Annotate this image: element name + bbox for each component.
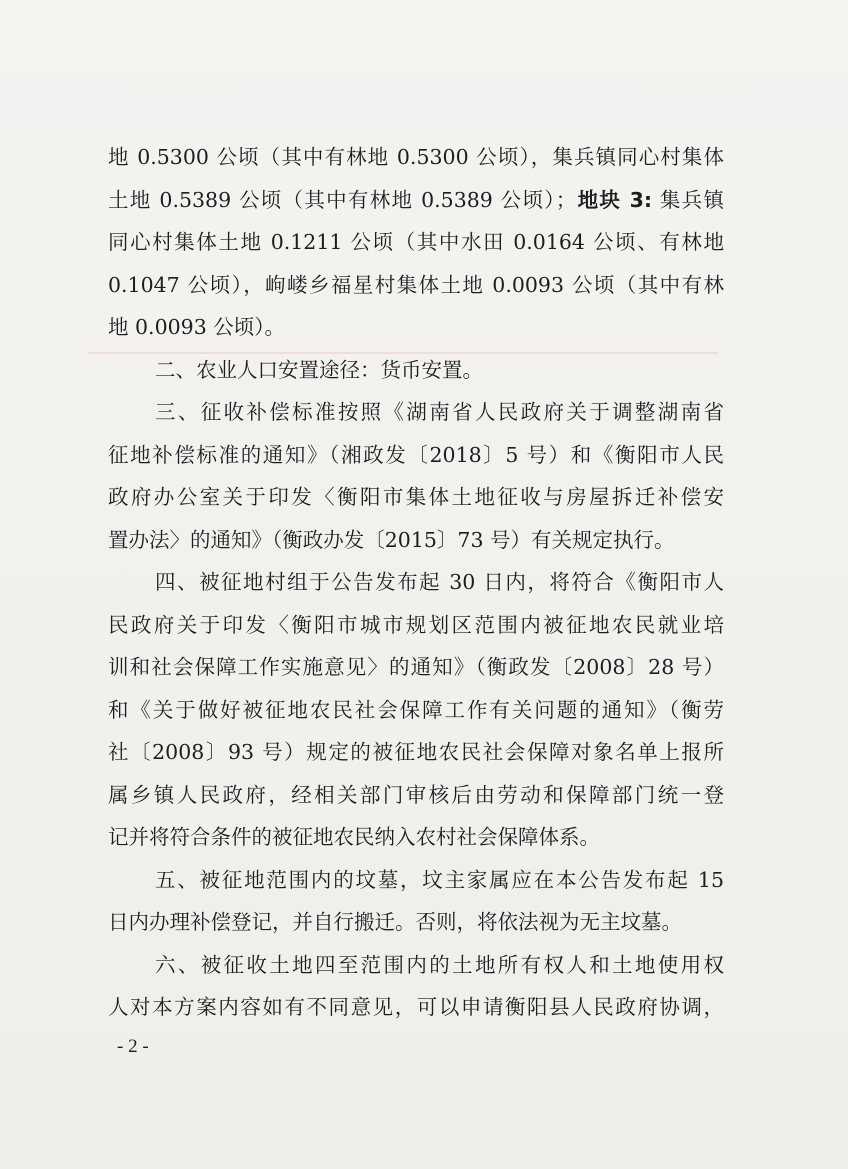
text-line: 三、征收补偿标准按照《湖南省人民政府关于调整湖南省 [155, 400, 724, 424]
text-line: 四、被征地村组于公告发布起 30 日内，将符合《衡阳市人 [155, 570, 724, 594]
text-line: 日内办理补偿登记，并自行搬迁。否则，将依法视为无主坟墓。 [108, 910, 682, 934]
text-line: 同心村集体土地 0.1211 公顷（其中水田 0.0164 公顷、有林地 [108, 230, 724, 254]
text-line: 社〔2008〕93 号）规定的被征地农民社会保障对象名单上报所 [108, 740, 724, 764]
text-line: 二、农业人口安置途径：货币安置。 [155, 357, 483, 382]
text-line: 属乡镇人民政府，经相关部门审核后由劳动和保障部门统一登 [108, 782, 724, 807]
text-line: 训和社会保障工作实施意见〉的通知》（衡政发〔2008〕28 号） [108, 655, 724, 679]
text-line: 地 0.0093 公顷）。 [108, 315, 286, 339]
plot-label: 地块 3: [576, 187, 653, 212]
text-fragment: 土地 0.5389 公顷（其中有林地 0.5389 公顷）； [108, 187, 577, 212]
text-line: 记并将符合条件的被征地农民纳入农村社会保障体系。 [108, 825, 600, 849]
text-line: 0.1047 公顷），岣嵝乡福星村集体土地 0.0093 公顷（其中有林 [108, 272, 724, 297]
text-line: 六、被征收土地四至范围内的土地所有权人和土地使用权 [155, 952, 724, 977]
document-body [108, 136, 724, 1029]
text-line: 五、被征地范围内的坟墓，坟主家属应在本公告发布起 15 [155, 867, 724, 892]
text-line: 征地补偿标准的通知》（湘政发〔2018〕5 号）和《衡阳市人民 [108, 442, 724, 467]
text-line: 人对本方案内容如有不同意见，可以申请衡阳县人民政府协调， [108, 995, 724, 1019]
text-line [108, 179, 724, 222]
text-line: 地 0.5300 公顷（其中有林地 0.5300 公顷），集兵镇同心村集体 [108, 145, 724, 169]
text-line: 政府办公室关于印发〈衡阳市集体土地征收与房屋拆迁补偿安 [108, 485, 724, 509]
page-number: - 2 - [117, 1036, 149, 1057]
text-line: 和《关于做好被征地农民社会保障工作有关问题的通知》（衡劳 [108, 697, 724, 722]
text-line: 民政府关于印发〈衡阳市城市规划区范围内被征地农民就业培 [108, 612, 724, 637]
text-fragment: 集兵镇 [652, 187, 724, 212]
text-line: 置办法〉的通知》（衡政办发〔2015〕73 号）有关规定执行。 [108, 527, 675, 552]
